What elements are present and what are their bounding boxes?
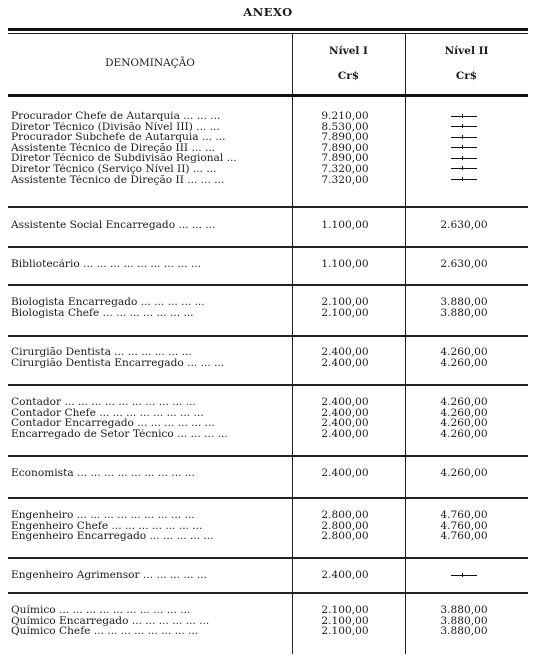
table-group	[8, 347, 528, 368]
nivel-1-value: 2.800,00	[321, 530, 369, 543]
header-nivel-2-currency: Cr$	[455, 70, 478, 82]
nivel-1-value: 2.800,00	[321, 509, 369, 521]
nivel-1-value: 7.320,00	[321, 173, 369, 186]
position-name: Cirurgião Dentista ... ... ... ... ... ...	[11, 347, 192, 358]
nivel-2-value	[391, 153, 525, 164]
empty-dash-icon	[451, 116, 477, 117]
nivel-1-value: 2.400,00	[321, 417, 369, 430]
nivel-2-value	[391, 164, 525, 175]
table-row	[8, 111, 528, 122]
nivel-1-value: 2.100,00	[321, 306, 369, 319]
position-name: Encarregado de Setor Técnico ... ... ... ...	[11, 428, 228, 440]
nivel-2-value: 4.260,00	[440, 427, 488, 440]
empty-dash-icon	[451, 126, 477, 127]
table-group	[8, 397, 528, 439]
nivel-1-value: 1.100,00	[321, 258, 369, 270]
position-name: Engenheiro Agrimensor ... ... ... ... ...	[11, 570, 207, 581]
position-name: Diretor Técnico de Subdivisão Regional ...	[11, 153, 237, 164]
header-nivel-2: Nível II	[444, 45, 489, 57]
nivel-1-value: 2.400,00	[321, 467, 369, 479]
group-separator	[8, 246, 528, 248]
position-name: Engenheiro Chefe ... ... ... ... ... ... ...	[11, 520, 203, 532]
nivel-2-value: 4.760,00	[440, 509, 488, 521]
position-name: Assistente Técnico de Direção III ... ...	[11, 142, 216, 154]
nivel-2-value: 3.880,00	[440, 604, 488, 616]
table-row	[8, 143, 528, 154]
empty-dash-icon	[451, 158, 477, 159]
table-row	[8, 510, 528, 521]
nivel-1-value: 7.320,00	[321, 162, 369, 175]
nivel-1-value: 2.400,00	[321, 396, 369, 408]
nivel-2-value: 3.880,00	[440, 306, 488, 319]
table-row	[8, 153, 528, 164]
nivel-1-value: 7.890,00	[321, 131, 369, 144]
table-group	[8, 111, 528, 185]
group-separator	[8, 557, 528, 559]
nivel-1-value: 2.100,00	[321, 625, 369, 638]
position-name: Engenheiro Encarregado ... ... ... ... ...	[11, 531, 214, 542]
table-row	[8, 175, 528, 186]
position-name: Químico Encarregado ... ... ... ... ... ...	[11, 615, 210, 627]
table-row	[8, 429, 528, 440]
nivel-1-value: 2.400,00	[321, 356, 369, 369]
table-row	[8, 358, 528, 369]
nivel-2-value: 3.880,00	[440, 614, 488, 627]
top-rule	[8, 28, 528, 31]
nivel-1-value: 9.210,00	[321, 110, 369, 122]
table-group	[8, 220, 528, 231]
nivel-1-value: 7.890,00	[321, 152, 369, 165]
nivel-2-value	[391, 132, 525, 143]
nivel-2-value: 4.260,00	[440, 467, 488, 479]
position-name: Procurador Subchefe de Autarquia ... ...	[11, 132, 226, 143]
position-name: Químico ... ... ... ... ... ... ... ... ... ...	[11, 605, 191, 616]
nivel-1-value: 2.100,00	[321, 614, 369, 627]
header-nivel-1: Nível I	[329, 45, 368, 57]
nivel-1-value: 7.890,00	[321, 141, 369, 154]
table-group	[8, 510, 528, 542]
table-group	[8, 605, 528, 637]
position-name: Contador ... ... ... ... ... ... ... ... ... ...	[11, 397, 196, 408]
group-separator	[8, 497, 528, 499]
table-row	[8, 308, 528, 319]
table-group	[8, 297, 528, 318]
nivel-2-value: 4.260,00	[440, 406, 488, 419]
nivel-1-value: 2.400,00	[321, 406, 369, 419]
position-name: Economista ... ... ... ... ... ... ... ... ...	[11, 468, 195, 479]
position-name: Cirurgião Dentista Encarregado ... ... ...	[11, 357, 225, 369]
nivel-2-value: 4.260,00	[440, 396, 488, 408]
position-name: Engenheiro ... ... ... ... ... ... ... ... ...	[11, 510, 195, 521]
nivel-2-value	[391, 570, 525, 581]
table-row	[8, 347, 528, 358]
group-separator	[8, 384, 528, 386]
nivel-2-value	[391, 143, 525, 154]
position-name: Diretor Técnico (Serviço Nível II) ... ...	[11, 163, 217, 175]
nivel-2-value: 2.630,00	[440, 258, 488, 270]
table-row	[8, 397, 528, 408]
nivel-1-value: 2.100,00	[321, 604, 369, 616]
nivel-1-value: 2.400,00	[321, 569, 369, 581]
position-name: Diretor Técnico (Divisão Nível III) ... ...	[11, 121, 220, 133]
table-row	[8, 531, 528, 542]
empty-dash-icon	[451, 147, 477, 148]
header-rule	[8, 94, 528, 97]
position-name: Biologista Chefe ... ... ... ... ... ... ...	[11, 307, 194, 319]
position-name: Químico Chefe ... ... ... ... ... ... ... ...	[11, 626, 199, 637]
top-rule-thin	[8, 33, 528, 34]
position-name: Assistente Técnico de Direção II ... ... ...	[11, 174, 225, 186]
nivel-2-value: 4.260,00	[440, 346, 488, 358]
table-row	[8, 164, 528, 175]
nivel-1-value: 1.100,00	[321, 219, 369, 231]
nivel-1-value: 2.400,00	[321, 346, 369, 358]
position-name: Procurador Chefe de Autarquia ... ... ...	[11, 111, 221, 122]
table-row	[8, 259, 528, 270]
empty-dash-icon	[451, 137, 477, 138]
position-name: Biologista Encarregado ... ... ... ... ...	[11, 297, 205, 308]
group-separator	[8, 206, 528, 208]
nivel-2-value: 4.260,00	[440, 356, 488, 369]
table-group	[8, 570, 528, 581]
table-row	[8, 122, 528, 133]
table-group	[8, 468, 528, 479]
position-name: Assistente Social Encarregado ... ... ...	[11, 220, 216, 231]
nivel-2-value: 3.880,00	[440, 296, 488, 308]
page-title: ANEXO	[243, 5, 293, 19]
table-row	[8, 605, 528, 616]
nivel-2-value	[391, 122, 525, 133]
table-row	[8, 468, 528, 479]
nivel-2-value	[391, 111, 525, 122]
empty-dash-icon	[451, 179, 477, 180]
nivel-1-value: 2.400,00	[321, 427, 369, 440]
table-row	[8, 220, 528, 231]
group-separator	[8, 455, 528, 457]
table-group	[8, 259, 528, 270]
empty-dash-icon	[451, 168, 477, 169]
group-separator	[8, 592, 528, 594]
nivel-2-value: 3.880,00	[440, 625, 488, 638]
group-separator	[8, 284, 528, 286]
nivel-2-value	[391, 175, 525, 186]
nivel-1-value: 2.100,00	[321, 296, 369, 308]
nivel-1-value: 2.800,00	[321, 519, 369, 532]
nivel-2-value: 4.760,00	[440, 519, 488, 532]
group-separator	[8, 335, 528, 337]
position-name: Contador Chefe ... ... ... ... ... ... ... ...	[11, 407, 204, 419]
header-nivel-1-currency: Cr$	[337, 70, 360, 82]
header-denominacao: DENOMINAÇÃO	[105, 57, 195, 69]
table-row	[8, 626, 528, 637]
position-name: Bibliotecário ... ... ... ... ... ... ... ... ...	[11, 259, 201, 270]
nivel-1-value: 8.530,00	[321, 120, 369, 133]
table-row	[8, 297, 528, 308]
table-row	[8, 570, 528, 581]
nivel-2-value: 2.630,00	[440, 219, 488, 231]
table-row	[8, 132, 528, 143]
empty-dash-icon	[451, 575, 477, 576]
nivel-2-value: 4.260,00	[440, 417, 488, 430]
nivel-2-value: 4.760,00	[440, 530, 488, 543]
position-name: Contador Encarregado ... ... ... ... ... ...	[11, 418, 215, 429]
